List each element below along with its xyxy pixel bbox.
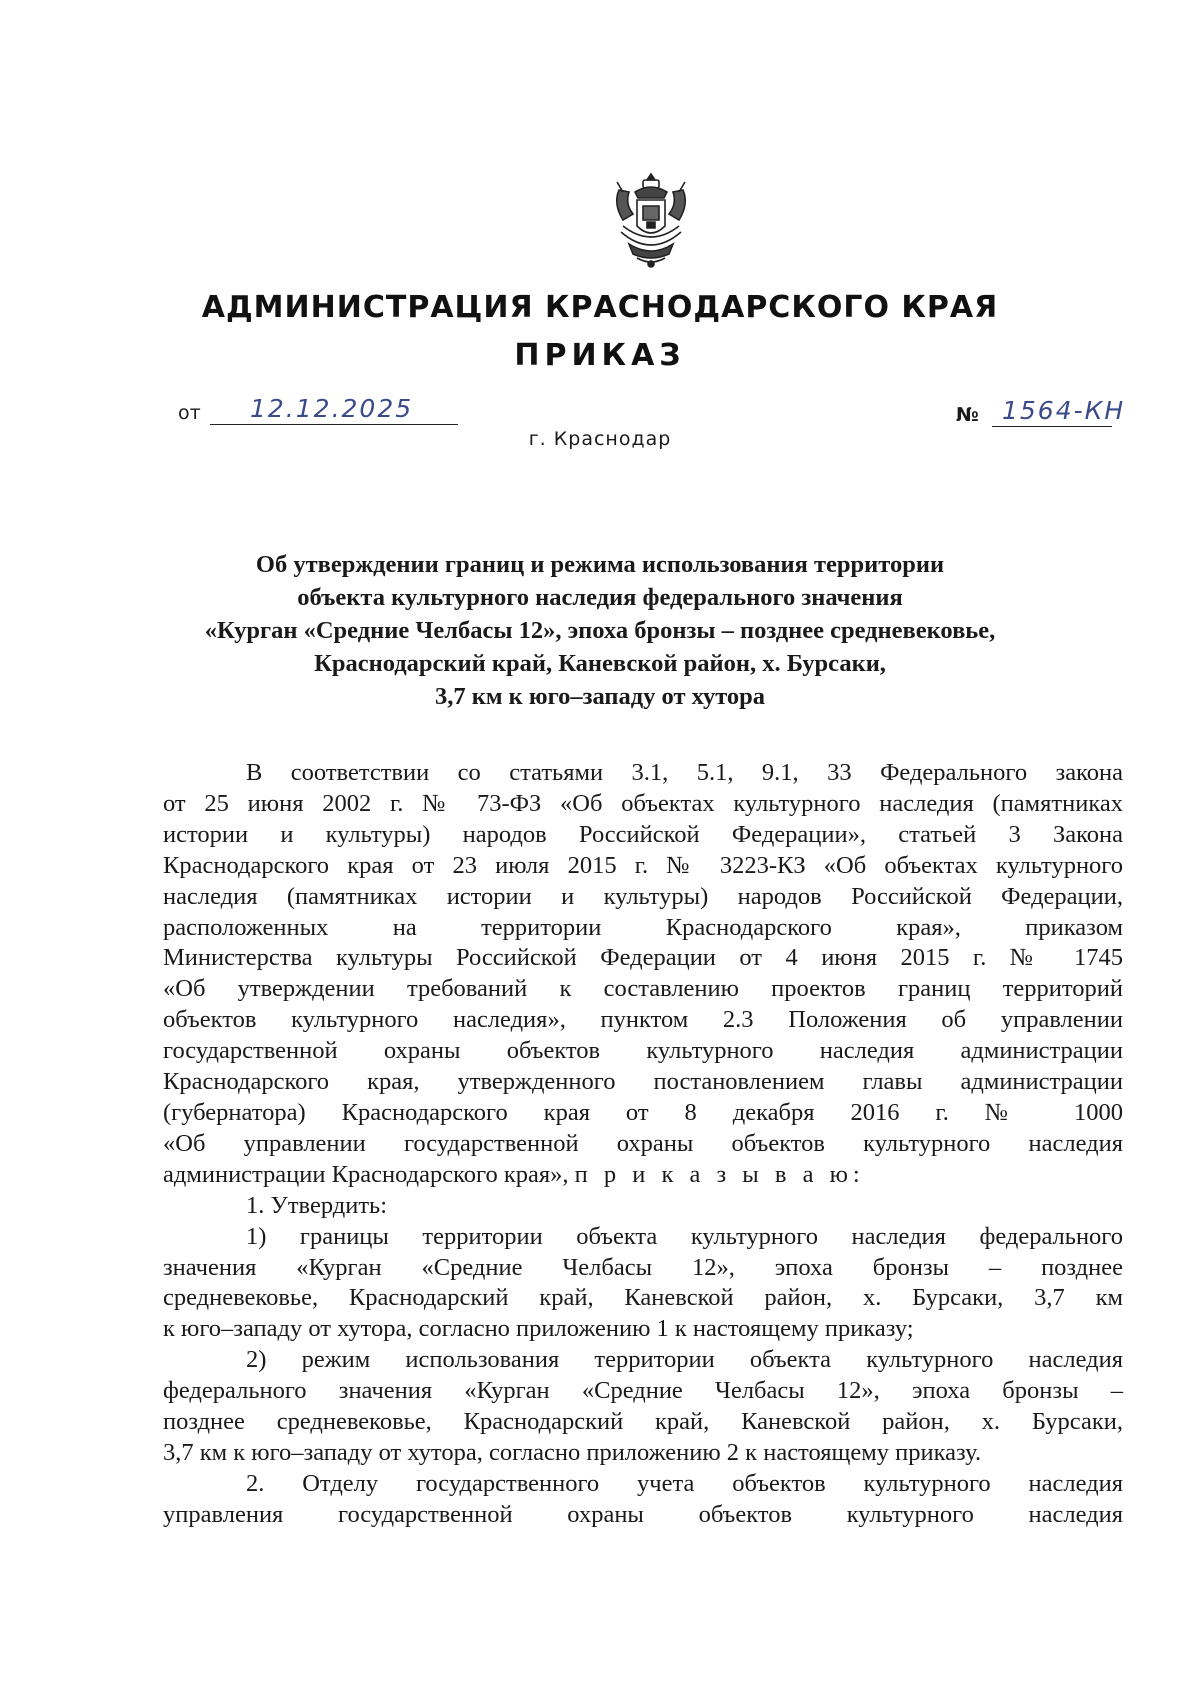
- item-1-2-line: федерального значения «Курган «Средние Челбасы 12», эпоха бронзы –: [163, 1377, 1123, 1405]
- handwritten-number: 1564-КН: [1002, 396, 1126, 425]
- item-1-1-line: средневековье, Краснодарский край, Каневской район, х. Бурсаки, 3,7 км: [163, 1284, 1123, 1312]
- body-line: Министерства культуры Российской Федерации от 4 июня 2015 г. № 1745: [163, 944, 1123, 972]
- body-line: наследия (памятниках истории и культуры) народов Российской Федерации,: [163, 882, 1123, 910]
- item-1-1-line: к юго–западу от хутора, согласно приложению 1 к настоящему приказу;: [163, 1315, 914, 1343]
- item-1-2-line: позднее средневековье, Краснодарский край, Каневской район, х. Бурсаки,: [163, 1408, 1123, 1436]
- item-1-2-line: 2) режим использования территории объекта культурного наследия: [246, 1346, 1123, 1374]
- body-line: «Об управлении государственной охраны объектов культурного наследия: [163, 1129, 1123, 1157]
- coat-of-arms-emblem: [607, 170, 695, 270]
- body-line: В соответствии со статьями 3.1, 5.1, 9.1, 33 Федерального закона: [246, 759, 1123, 786]
- body-line: истории и культуры) народов Российской Федерации», статьей 3 Закона: [163, 820, 1123, 848]
- body-line-order: [163, 1160, 1123, 1191]
- document-subject: [150, 548, 1050, 713]
- body-line: Краснодарского края, утвержденного постановлением главы администрации: [163, 1068, 1123, 1096]
- item-2-line: 2. Отделу государственного учета объектов культурного наследия: [246, 1469, 1123, 1497]
- item-1-2-line: 3,7 км к юго–западу от хутора, согласно приложению 2 к настоящему приказу.: [163, 1438, 982, 1466]
- city-name: г. Краснодар: [528, 428, 672, 450]
- order-word: п р и к а з ы в а ю:: [574, 1160, 865, 1188]
- subject-line: 3,7 км к юго–западу от хутора: [434, 683, 766, 710]
- item-1-1-line: 1) границы территории объекта культурного наследия федерального: [246, 1222, 1123, 1250]
- item-1-1-line: значения «Курган «Средние Челбасы 12», эпоха бронзы – позднее: [163, 1253, 1123, 1281]
- date-label: от: [178, 402, 201, 424]
- body-line: (губернатора) Краснодарского края от 8 декабря 2016 г. № 1000: [163, 1098, 1123, 1126]
- document-type: ПРИКАЗ: [514, 338, 686, 373]
- body-line: Краснодарского края от 23 июля 2015 г. № 3223-КЗ «Об объектах культурного: [163, 851, 1123, 879]
- body-line: от 25 июня 2002 г. № 73-ФЗ «Об объектах культурного наследия (памятниках: [163, 789, 1123, 817]
- body-line: расположенных на территории Краснодарского края», приказом: [163, 913, 1123, 941]
- preamble-end: администрации Краснодарского края»,: [163, 1160, 569, 1188]
- body-line: «Об утверждении требований к составлению проектов границ территорий: [163, 975, 1123, 1003]
- handwritten-date: 12.12.2025: [250, 394, 414, 423]
- subject-line: Об утверждении границ и режима использования территории: [255, 551, 945, 578]
- number-field: [992, 396, 1126, 427]
- item-2-line: управления государственной охраны объектов культурного наследия: [163, 1500, 1123, 1528]
- subject-line: объекта культурного наследия федерального значения: [297, 584, 903, 611]
- item-1-heading: 1. Утвердить:: [246, 1191, 388, 1219]
- organization-name: АДМИНИСТРАЦИЯ КРАСНОДАРСКОГО КРАЯ: [201, 290, 999, 325]
- subject-line: Краснодарский край, Каневской район, х. Бурсаки,: [314, 650, 886, 677]
- body-line: государственной охраны объектов культурного наследия администрации: [163, 1037, 1123, 1065]
- date-field: [210, 396, 458, 425]
- document-body: [163, 758, 1123, 1531]
- subject-line: «Курган «Средние Челбасы 12», эпоха бронзы – позднее средневековье,: [204, 617, 996, 644]
- body-line: объектов культурного наследия», пунктом 2.3 Положения об управлении: [163, 1006, 1123, 1034]
- number-label: №: [956, 404, 979, 426]
